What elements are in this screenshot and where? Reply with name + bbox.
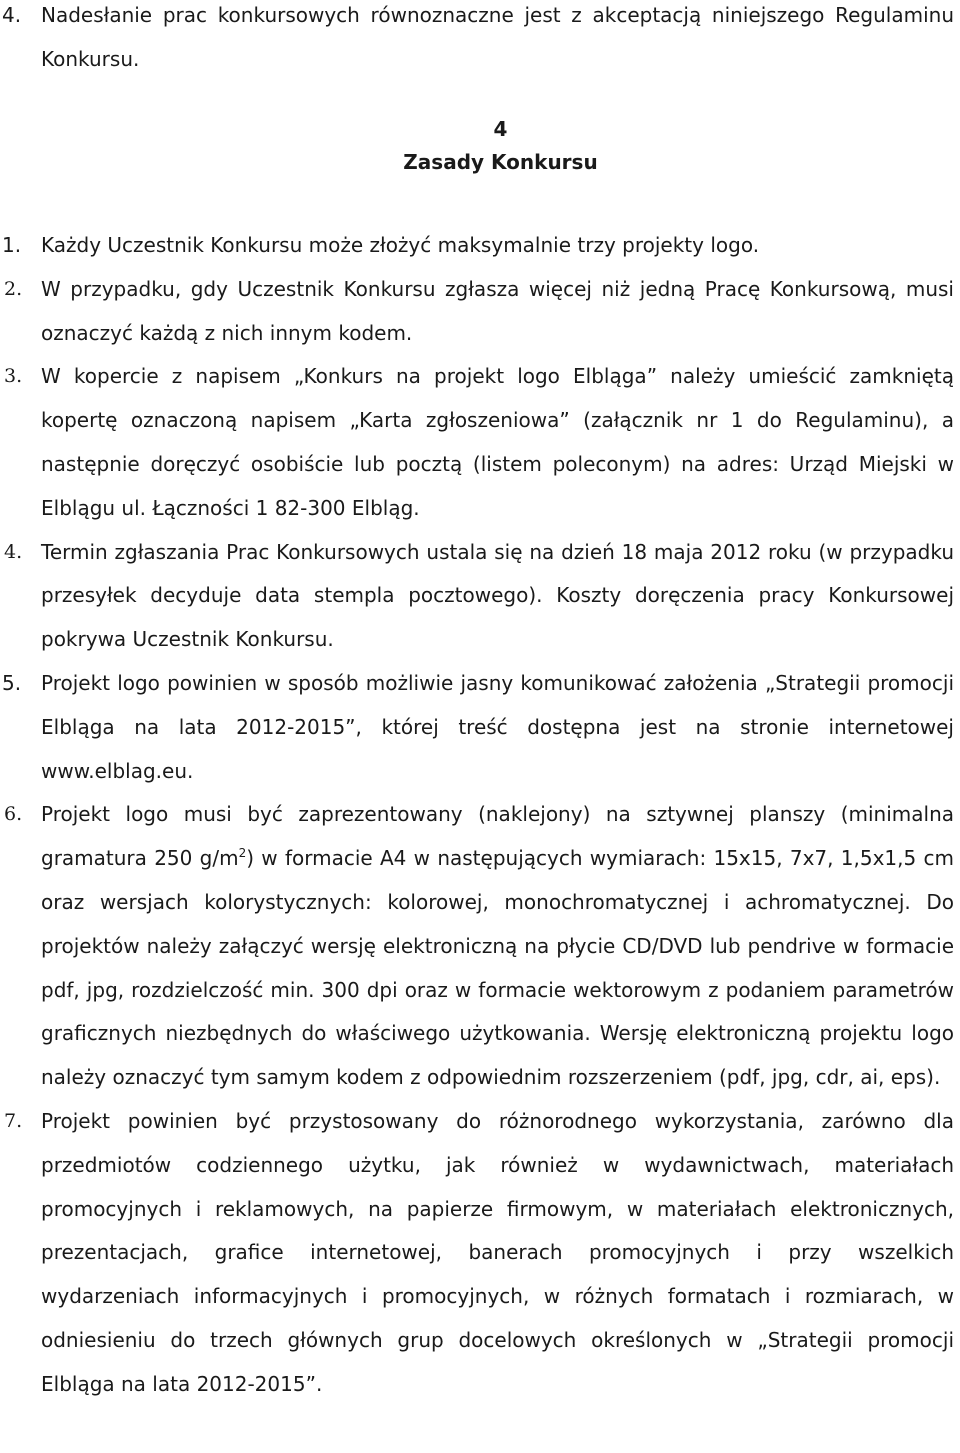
list-item-text: Nadesłanie prac konkursowych równoznaczne jest z akceptacją niniejszego Regulaminu Konkursu. [41,3,954,71]
list-item-number: 1. [2,233,22,257]
list-item [0,1100,960,1407]
list-item [0,224,960,268]
list-item-text: W przypadku, gdy Uczestnik Konkursu zgłasza więcej niż jedną Pracę Konkursową, musi oznaczyć każdą z nich innym kodem. [41,276,954,345]
section-number: 4 [493,117,508,141]
list-item-text: Każdy Uczestnik Konkursu może złożyć maksymalnie trzy projekty logo. [41,233,760,257]
rules-list [0,224,960,1407]
list-item-number: 6. [4,803,23,826]
list-item [0,793,960,1100]
list-item-number: 5. [2,670,22,695]
list-item-text: Termin zgłaszania Prac Konkursowych ustala się na dzień 18 maja 2012 roku (w przypadku przesyłek decyduje data stempla pocztowego). Koszty doręczenia pracy Konkursowej pokrywa Uczestnik Konkursu. [41,539,954,652]
list-item [0,355,960,530]
list-item [0,268,960,356]
list-item-text: W kopercie z napisem „Konkurs na projekt logo Elbląga” należy umieścić zamkniętą kopertę oznaczoną napisem „Karta zgłoszeniowa” (załącznik nr 1 do Regulaminu), a następnie doręczyć osobiście lub pocztą (listem poleconym) na adres: Urząd Miejski w Elblągu ul. Łączności 1 82-300 Elbląg. [41,364,954,520]
list-item-number: 4. [2,3,22,27]
section-title: Zasady Konkursu [403,150,598,174]
list-item [0,531,960,662]
superscript: 2 [238,845,247,860]
list-item-text-part: ) w formacie A4 w następujących wymiarach: 15x15, 7x7, 1,5x1,5 cm oraz wersjach kolorystycznych: kolorowej, monochromatycznej i achromatycznej. Do projektów należy załączyć wersję elektroniczną na płycie CD/DVD lub pendrive w formacie pdf, jpg, rozdzielczość min. 300 dpi oraz w formacie wektorowym z podaniem parametrów graficznych niezbędnych do właściwego użytkowania. Wersję elektroniczną projektu logo należy oznaczyć tym samym kodem z odpowiednim rozszerzeniem (pdf, jpg, cdr, ai, eps). [41,846,954,1090]
list-item [0,662,960,793]
list-item-text: Projekt powinien być przystosowany do różnorodnego wykorzystania, zarówno dla przedmiotów codziennego użytku, jak również w wydawnictwach, materiałach promocyjnych i reklamowych, na papierze firmowym, w materiałach elektronicznych, prezentacjach, grafice internetowej, banerach promocyjnych i przy wszelkich wydarzeniach informacyjnych i promocyjnych, w różnych formatach i rozmiarach, w odniesieniu do trzech głównych grup docelowych określonych w „Strategii promocji Elbląga na lata 2012-2015”. [41,1108,954,1396]
list-item-number: 7. [4,1109,23,1132]
list-item-text: Projekt logo powinien w sposób możliwie jasny komunikować założenia „Strategii promocji Elbląga na lata 2012-2015”, której treść dostępna jest na stronie internetowej www.elblag.eu. [41,670,954,783]
list-item-text-part: Projekt logo musi być zaprezentowany (naklejony) na sztywnej planszy (minimalna gramatura 250 g/m [41,802,954,871]
list-item-intro [0,0,960,82]
section-heading [0,113,960,179]
list-item-number: 2. [4,277,23,300]
list-item-number: 4. [4,540,23,563]
list-item-number: 3. [4,365,23,388]
